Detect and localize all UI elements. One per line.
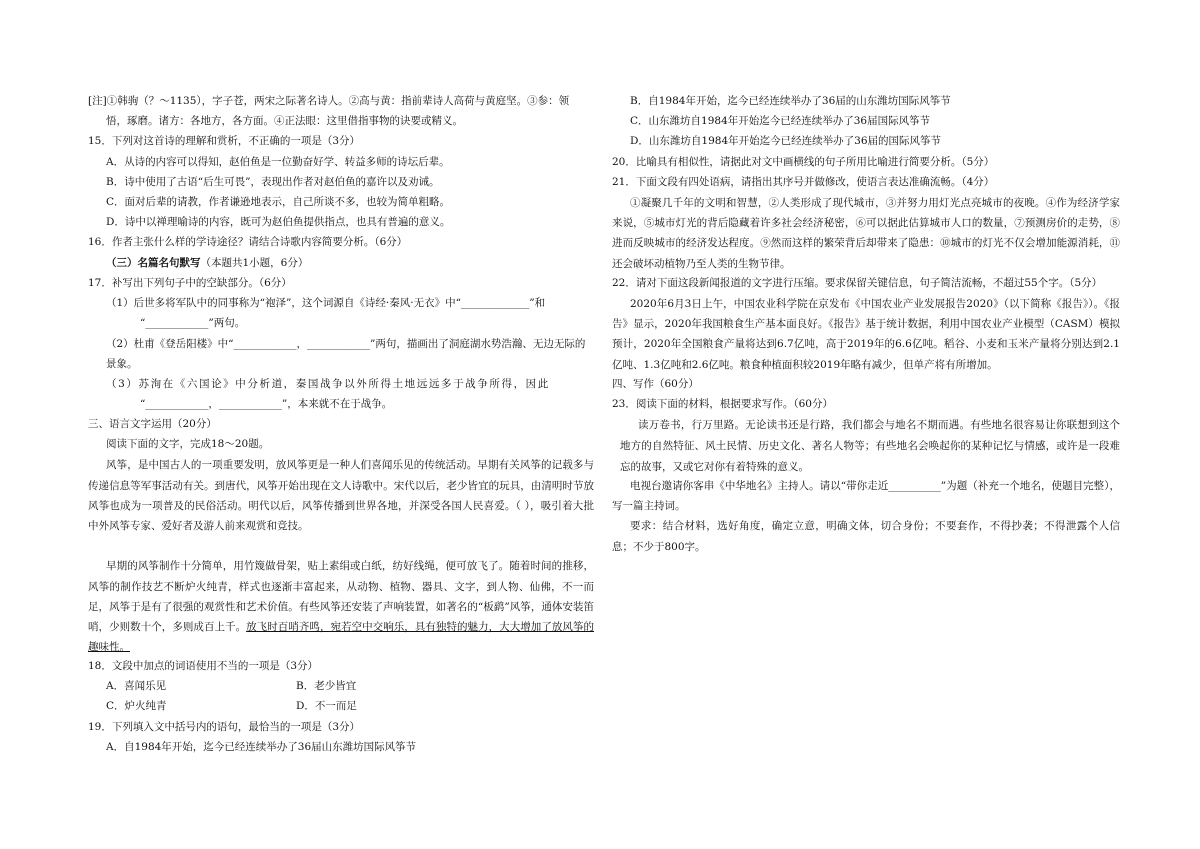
question-17-3-line-1: （3）苏洵在《六国论》中分析道，秦国战争以外所得土地远远多于战争所得，因此: [106, 377, 550, 390]
question-17-3-line-2: “____________，____________”，本来就不在于战争。: [140, 397, 393, 410]
question-17-1-line-2: “____________”两句。: [140, 317, 246, 330]
question-15-option-b: B．诗中使用了古语“后生可畏”，表现出作者对赵伯鱼的嘉许以及劝诫。: [106, 175, 440, 188]
question-22-passage: 2020年6月3日上午，中国农业科学院在京发布《中国农业产业发展报告2020》（以下简称《报告》）。《报告》显示，2020年我国粮食生产基本面良好。《报告》基于统计数据，利用中国农业产业模型（CASM）模拟预计，2020年全国粮食产量将达到6.7亿吨，高于2019年的6.6亿吨。稻谷、小麦和玉米产量将分别达到2.1亿吨、1.3亿吨和2.6亿吨。粮食种植面积较2019年略有减少，但单产将有所增加。: [612, 297, 1120, 371]
question-15: 15．下列对这首诗的理解和赏析，不正确的一项是（3分）: [88, 135, 361, 148]
question-19-option-b: B．自1984年开始，迄今已经连续举办了36届的山东潍坊国际风筝节: [630, 95, 951, 107]
question-16: 16．作者主张什么样的学诗途径？请结合诗歌内容简要分析。（6分）: [88, 236, 408, 249]
part-3-heading: 三、语言文字运用（20分）: [88, 418, 217, 431]
question-17: 17．补写出下列句子中的空缺部分。（6分）: [88, 276, 292, 289]
question-21: 21．下面文段有四处语病，请指出其序号并做修改，使语言表达准确流畅。（4分）: [612, 175, 995, 188]
section-3-title: （三）名篇名句默写: [106, 256, 201, 269]
part-4-heading: 四、写作（60分）: [612, 377, 699, 390]
question-15-option-a: A．从诗的内容可以得知，赵伯鱼是一位勤奋好学、转益多师的诗坛后辈。: [106, 155, 450, 168]
passage-paragraph-1: 风筝，是中国古人的一项重要发明，放风筝更是一种人们喜闻乐见的传统活动。早期有关风筝的记载多与传递信息等军事活动有关。到唐代，风筝开始出现在文人诗歌中。宋代以后，老少皆宜的玩具，由清明时节放风筝也成为一项普及的民俗活动。明代以后，风筝传播到世界各地，并深受各国人民喜爱。（ ），吸引着大批中外风筝专家、爱好者及游人前来观赏和竞技。: [88, 459, 594, 532]
question-18: 18．文段中加点的词语使用不当的一项是（3分）: [88, 660, 319, 673]
question-19-option-d: D．山东潍坊自1984年开始迄今已经连续举办了36届的国际风筝节: [630, 135, 941, 148]
section-3-note: （本题共1小题，6分）: [200, 256, 309, 269]
question-18-option-b: B．老少皆宜: [296, 679, 357, 692]
note-line-1: [注]①韩驹（？～1135），字子苍，两宋之际著名诗人。②高与黄：指前辈诗人高荷与黄庭坚。③参：领: [88, 95, 570, 107]
question-21-passage: ①凝聚几千年的文明和智慧，②人类形成了现代城市，③并努力用灯光点亮城市的夜晚。④作为经济学家来说，⑤城市灯光的背后隐藏着许多社会经济秘密，⑥可以据此估算城市人口的数量，⑦预测房价的走势，⑧进而反映城市的经济发达程度。⑨然而这样的繁荣背后却带来了隐患：⑩城市的灯光不仅会增加能源消耗，⑪还会破坏动植物乃至人类的生物节律。: [612, 196, 1120, 270]
question-18-options-row-2: [88, 698, 594, 718]
question-19: 19．下列填入文中括号内的语句，最恰当的一项是（3分）: [88, 720, 361, 733]
passage-paragraph-2-text: 早期的风筝制作十分简单，用竹篾做骨架，贴上素绢或白纸，纺好线绳，便可放飞了。随着时间的推移，风筝的制作技艺不断炉火纯青，样式也逐渐丰富起来，从动物、植物、器具、文字，到人物、仙佛，不一而足，风筝于是有了很强的观赏性和艺术价值。有些风筝还安装了声响装置，如著名的“板鹞”风筝，通体安装笛哨，少则数十个，多则成百上千。: [88, 560, 594, 633]
question-23-task: 电视台邀请你客串《中华地名》主持人。请以“带你走近__________”为题（补充一个地名，使题目完整），写一篇主持词。: [612, 480, 1120, 513]
question-18-option-a: A．喜闻乐见: [106, 679, 167, 692]
question-17-2: （2）杜甫《登岳阳楼》中“____________，____________”两句，描画出了洞庭湖水势浩瀚、无边无际的景象。: [106, 338, 586, 371]
note-line-2: 悟，琢磨。诸方：各地方，各方面。④正法眼：这里借指事物的诀要或精义。: [106, 115, 463, 128]
question-20: 20．比喻具有相似性，请据此对文中画横线的句子所用比喻进行简要分析。（5分）: [612, 155, 995, 168]
question-19-option-c: C．山东潍坊自1984年开始迄今已经连续举办了36届国际风筝节: [630, 115, 931, 128]
question-22: 22．请对下面这段新闻报道的文字进行压缩。要求保留关键信息，句子简洁流畅，不超过55个字。（5分）: [612, 276, 1103, 289]
question-23-material: 读万卷书，行万里路。无论读书还是行路，我们都会与地名不期而遇。有些地名很容易让你联想到这个地方的自然特征、风土民情、历史文化、著名人物等；有些地名会唤起你的某种记忆与情感，或许是一段难忘的故事，又或它对你有着特殊的意义。: [620, 419, 1120, 474]
question-17-1-line-1: （1）后世多将军队中的同事称为“袍泽”，这个词源自《诗经·秦风·无衣》中“_____________”和: [106, 296, 546, 309]
right-column: [612, 92, 1120, 557]
reading-instruction: 阅读下面的文字，完成18～20题。: [106, 438, 270, 451]
question-23-requirements: 要求：结合材料，选好角度，确定立意，明确文体，切合身份；不要套作，不得抄袭；不得泄露个人信息；不少于800字。: [612, 520, 1120, 553]
question-18-options-row-1: [88, 678, 594, 698]
underlined-sentence: 放飞时百哨齐鸣，宛若空中交响乐，具有独特的魅力，大大增加了放风筝的趣味性。: [88, 621, 595, 654]
question-18-option-c: C．炉火纯青: [106, 699, 167, 712]
question-15-option-c: C．面对后辈的请教，作者谦逊地表示，自己所谈不多，也较为简单粗略。: [106, 195, 451, 208]
passage-paragraph-2: [88, 556, 594, 657]
question-19-option-a: A．自1984年开始，迄今已经连续举办了36届山东潍坊国际风筝节: [106, 741, 417, 754]
question-15-option-d: D．诗中以禅理喻诗的内容，既可为赵伯鱼提供指点，也具有普遍的意义。: [106, 216, 451, 229]
question-23: 23．阅读下面的材料，根据要求写作。（60分）: [612, 397, 833, 410]
question-18-option-d: D．不一而足: [296, 699, 357, 712]
section-3-heading: [88, 254, 594, 274]
left-column: [88, 92, 594, 758]
